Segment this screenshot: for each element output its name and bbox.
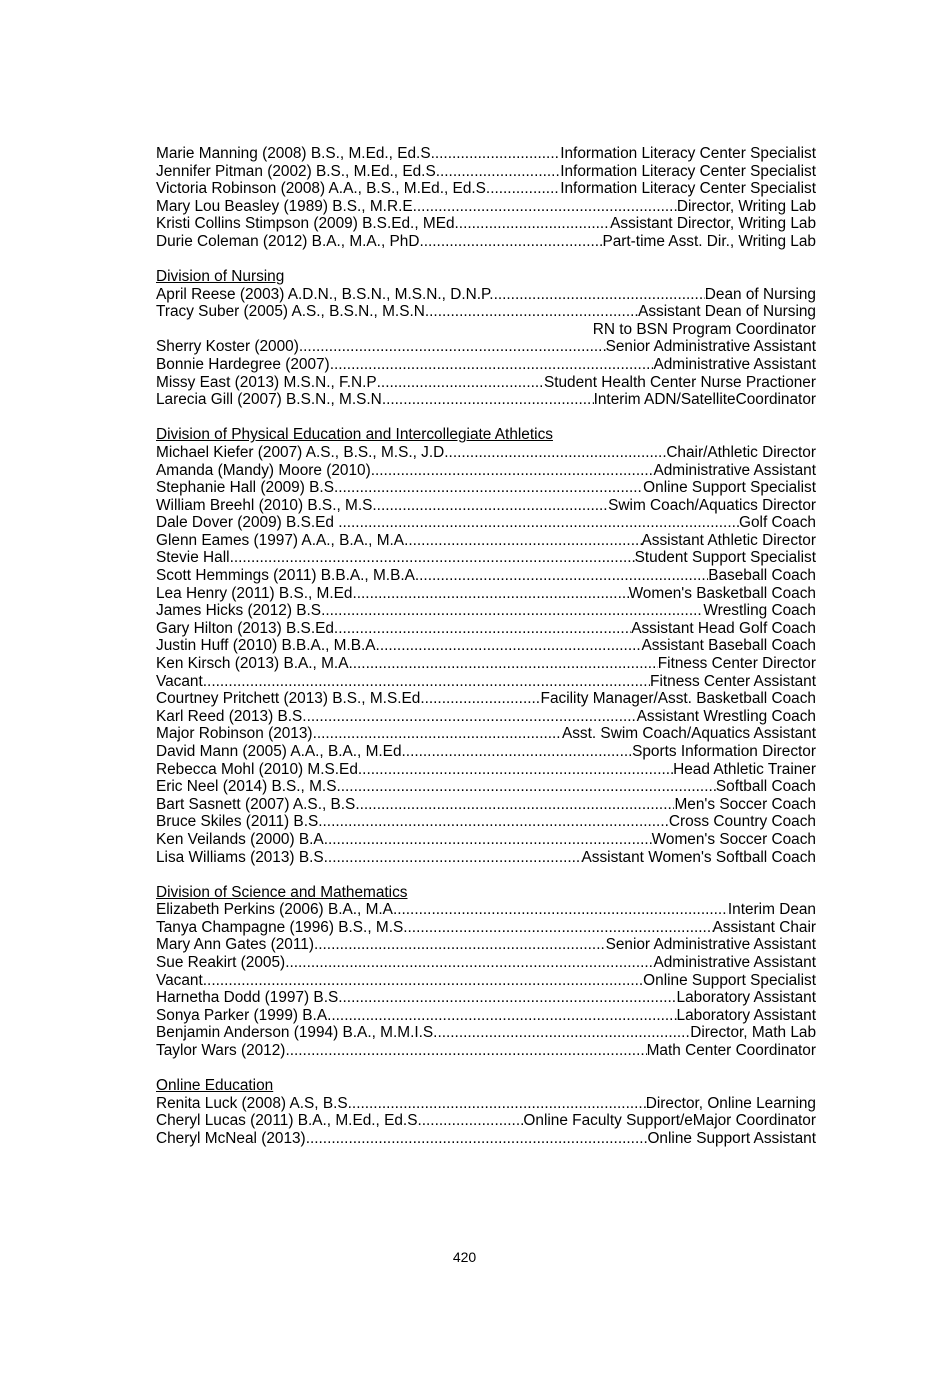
entry-title: Sports Information Director <box>632 743 816 760</box>
dot-leader <box>417 198 677 216</box>
directory-entry <box>156 215 816 233</box>
directory-section <box>156 145 816 251</box>
dot-leader <box>408 919 713 937</box>
entry-title: Administrative Assistant <box>653 954 816 972</box>
entry-title: Senior Administrative Assistant <box>605 936 816 954</box>
entry-title: Assistant Wrestling Coach <box>636 707 816 725</box>
dot-leader <box>203 673 650 691</box>
directory-entry <box>156 673 816 691</box>
entry-name: Mary Ann Gates (2011) <box>156 936 314 954</box>
entry-title: Laboratory Assistant <box>676 989 816 1007</box>
dot-leader <box>419 567 708 585</box>
directory-entry <box>156 1024 816 1042</box>
dot-leader <box>440 163 560 181</box>
entry-name: Ken Veilands (2000) B.A. <box>156 830 328 848</box>
dot-leader <box>313 725 562 743</box>
entry-title: Director, Math Lab <box>690 1024 816 1042</box>
entry-name: Benjamin Anderson (1994) B.A., M.M.I.S. <box>156 1024 438 1042</box>
entry-name: Sue Reakirt (2005) <box>156 954 286 972</box>
dot-leader <box>323 813 669 831</box>
dot-leader <box>360 796 675 814</box>
dot-leader <box>380 637 642 655</box>
entry-title: Information Literacy Center Specialist <box>560 162 816 180</box>
entry-name: Renita Luck (2008) A.S, B.S. <box>156 1094 352 1112</box>
entry-title: Assistant Athletic Director <box>641 531 816 549</box>
entry-title: Golf Coach <box>739 514 816 532</box>
dot-leader <box>352 1095 646 1113</box>
entry-title: Chair/Athletic Director <box>666 443 816 461</box>
directory-entry <box>156 954 816 972</box>
directory-entry <box>156 761 816 779</box>
entry-name: Eric Neel (2014) B.S., M.S. <box>156 778 341 796</box>
dot-leader <box>307 708 637 726</box>
directory-entry <box>156 655 816 673</box>
entry-title: Part-time Asst. Dir., Writing Lab <box>602 232 816 250</box>
entry-name: Taylor Wars (2012) <box>156 1042 286 1059</box>
dot-leader <box>338 479 643 497</box>
entry-title: Director, Online Learning <box>645 1094 816 1112</box>
entry-name: Lisa Williams (2013) B.S. <box>156 848 328 866</box>
entry-name: Sonya Parker (1999) B.A. <box>156 1006 332 1024</box>
directory-entry <box>156 1112 816 1130</box>
directory-entry <box>156 972 816 990</box>
entry-name: Tracy Suber (2005) A.S., B.S.N., M.S.N. <box>156 303 430 321</box>
directory-entry <box>156 831 816 849</box>
entry-title: Math Center Coordinator <box>646 1042 816 1059</box>
directory-entry <box>156 338 816 356</box>
entry-title: Online Support Assistant <box>647 1129 816 1147</box>
entry-title: Facility Manager/Asst. Basketball Coach <box>540 690 816 708</box>
directory-entry <box>156 1095 816 1113</box>
directory-entry <box>156 620 816 638</box>
entry-name: Larecia Gill (2007) B.S.N., M.S.N <box>156 391 382 409</box>
entry-title: Cross Country Coach <box>668 813 816 831</box>
dot-leader <box>410 743 632 761</box>
entry-name: Jennifer Pitman (2002) B.S., M.Ed., Ed.S. <box>156 162 440 180</box>
directory-entry <box>156 585 816 603</box>
entry-title: Information Literacy Center Specialist <box>560 180 816 198</box>
directory-entry <box>156 813 816 831</box>
directory-entry <box>156 567 816 585</box>
entry-title: Online Faculty Support/eMajor Coordinator <box>523 1112 816 1130</box>
entry-name: Major Robinson (2013) <box>156 725 313 743</box>
dot-leader <box>352 585 628 603</box>
directory-entry <box>156 936 816 954</box>
directory-entry <box>156 514 816 532</box>
entry-name: Cheryl McNeal (2013) <box>156 1129 306 1147</box>
dot-leader <box>494 286 705 304</box>
dot-leader <box>419 233 602 251</box>
dot-leader <box>306 1130 648 1148</box>
entry-name: Rebecca Mohl (2010) M.S.Ed <box>156 760 358 778</box>
directory-entry <box>156 180 816 198</box>
directory-entry <box>156 602 816 620</box>
entry-title: Assistant Head Golf Coach <box>631 619 816 637</box>
dot-leader <box>314 936 606 954</box>
entry-name: Harnetha Dodd (1997) B.S. <box>156 989 343 1007</box>
entry-name: Victoria Robinson (2008) A.A., B.S., M.Ed., Ed.S. <box>156 180 491 198</box>
entry-title: Wrestling Coach <box>703 602 816 620</box>
entry-name: Dale Dover (2009) B.S.Ed . <box>156 514 343 532</box>
entry-name: Lea Henry (2011) B.S., M.Ed <box>156 584 353 602</box>
entry-name: Kristi Collins Stimpson (2009) B.S.Ed., MEd <box>156 215 455 233</box>
dot-leader <box>342 514 739 532</box>
dot-leader <box>377 497 608 515</box>
entry-title: Laboratory Assistant <box>676 1006 816 1024</box>
directory-section <box>156 268 816 409</box>
directory-entry <box>156 989 816 1007</box>
dot-leader <box>377 374 544 392</box>
dot-leader <box>328 831 652 849</box>
dot-leader <box>490 180 560 198</box>
directory-entry <box>156 637 816 655</box>
entry-name: Tanya Champagne (1996) B.S., M.S. <box>156 918 408 936</box>
directory-entry <box>156 462 816 480</box>
entry-name: Amanda (Mandy) Moore (2010) <box>156 461 371 479</box>
entry-title: Online Support Specialist <box>643 971 816 989</box>
entry-name: Sherry Koster (2000). <box>156 338 304 356</box>
entry-name: Scott Hemmings (2011) B.B.A., M.B.A. <box>156 567 420 585</box>
entry-name: Mary Lou Beasley (1989) B.S., M.R.E. <box>156 197 417 215</box>
dot-leader <box>435 145 560 163</box>
directory-entry <box>156 901 816 919</box>
entry-name: David Mann (2005) A.A., B.A., M.Ed.. <box>156 743 411 760</box>
staff-directory <box>156 145 816 1165</box>
directory-section <box>156 1077 816 1147</box>
entry-name: William Breehl (2010) B.S., M.S. <box>156 496 377 514</box>
dot-leader <box>338 620 631 638</box>
entry-title: Swim Coach/Aquatics Director <box>608 496 816 514</box>
section-heading: Division of Nursing <box>156 268 285 286</box>
directory-entry <box>156 444 816 462</box>
entry-title: RN to BSN Program Coordinator <box>592 320 816 338</box>
entry-name: Bruce Skiles (2011) B.S. <box>156 813 323 831</box>
directory-entry <box>156 708 816 726</box>
entry-title: Interim ADN/SatelliteCoordinator <box>593 391 816 409</box>
dot-leader <box>425 690 541 708</box>
entry-title: Interim Dean <box>727 901 816 919</box>
directory-entry <box>156 690 816 708</box>
dot-leader <box>328 849 582 867</box>
entry-name: Durie Coleman (2012) B.A., M.A., PhD <box>156 232 420 250</box>
section-heading: Online Education <box>156 1077 274 1095</box>
entry-title: Softball Coach <box>715 778 816 796</box>
entry-title: Men's Soccer Coach <box>674 795 816 813</box>
directory-entry <box>156 198 816 216</box>
entry-title: Baseball Coach <box>708 567 816 585</box>
directory-entry <box>156 919 816 937</box>
section-heading: Division of Science and Mathematics <box>156 883 408 901</box>
entry-name: Ken Kirsch (2013) B.A., M.A <box>156 655 349 673</box>
dot-leader <box>230 549 635 567</box>
dot-leader <box>285 1042 646 1060</box>
entry-name: Bonnie Hardegree (2007) <box>156 356 330 374</box>
entry-name: Courtney Pritchett (2013) B.S., M.S.Ed. <box>156 690 425 708</box>
entry-title: Assistant Baseball Coach <box>641 637 816 655</box>
entry-title: Dean of Nursing <box>704 285 816 303</box>
dot-leader <box>408 532 641 550</box>
directory-entry <box>156 796 816 814</box>
directory-entry <box>156 1007 816 1025</box>
entry-name: James Hicks (2012) B.S. <box>156 602 326 620</box>
entry-title: Student Health Center Nurse Practioner <box>543 373 816 391</box>
entry-title: Administrative Assistant <box>653 356 816 374</box>
directory-section <box>156 884 816 1060</box>
entry-title: Administrative Assistant <box>653 461 816 479</box>
directory-entry <box>156 321 816 339</box>
entry-name: April Reese (2003) A.D.N., B.S.N., M.S.N., D.N.P. <box>156 285 494 303</box>
entry-name: Marie Manning (2008) B.S., M.Ed., Ed.S. <box>156 145 435 162</box>
entry-title: Information Literacy Center Specialist <box>560 145 816 162</box>
directory-entry <box>156 1130 816 1148</box>
dot-leader <box>358 761 673 779</box>
dot-leader <box>429 303 638 321</box>
entry-name: Stevie Hall <box>156 549 230 567</box>
dot-leader <box>343 989 677 1007</box>
entry-title: Student Support Specialist <box>634 549 816 567</box>
entry-title: Fitness Center Director <box>657 655 816 673</box>
entry-title: Senior Administrative Assistant <box>605 338 816 356</box>
directory-entry <box>156 391 816 409</box>
entry-name: Glenn Eames (1997) A.A., B.A., M.A. <box>156 531 409 549</box>
directory-entry <box>156 163 816 181</box>
entry-name: Michael Kiefer (2007) A.S., B.S., M.S., J.D.. <box>156 443 453 461</box>
directory-entry <box>156 497 816 515</box>
dot-leader <box>285 954 653 972</box>
entry-title: Fitness Center Assistant <box>650 672 816 690</box>
dot-leader <box>348 655 657 673</box>
directory-entry <box>156 532 816 550</box>
entry-title: Women's Basketball Coach <box>628 584 816 602</box>
dot-leader <box>437 1024 690 1042</box>
directory-entry <box>156 233 816 251</box>
entry-name: Stephanie Hall (2009) B.S. <box>156 479 339 497</box>
dot-leader <box>303 338 605 356</box>
entry-title: Director, Writing Lab <box>676 197 816 215</box>
dot-leader <box>203 972 643 990</box>
entry-title: Assistant Chair <box>712 918 816 936</box>
dot-leader <box>382 391 594 409</box>
entry-title: Assistant Women's Softball Coach <box>581 848 816 866</box>
directory-entry <box>156 286 816 304</box>
entry-name: Elizabeth Perkins (2006) B.A., M.A. <box>156 901 398 919</box>
entry-name: Justin Huff (2010) B.B.A., M.B.A. <box>156 637 380 655</box>
directory-entry <box>156 1042 816 1060</box>
directory-entry <box>156 549 816 567</box>
directory-entry <box>156 725 816 743</box>
entry-name: Vacant <box>156 971 203 989</box>
page-number: 420 <box>452 1249 477 1265</box>
entry-name: Bart Sasnett (2007) A.S., B.S. <box>156 795 360 813</box>
entry-title: Asst. Swim Coach/Aquatics Assistant <box>561 725 816 743</box>
directory-section <box>156 426 816 866</box>
dot-leader <box>341 778 716 796</box>
directory-entry <box>156 145 816 163</box>
dot-leader <box>455 215 611 233</box>
entry-name: Vacant <box>156 672 203 690</box>
entry-name: Karl Reed (2013) B.S. <box>156 707 307 725</box>
entry-title: Assistant Dean of Nursing <box>638 303 816 321</box>
entry-name: Gary Hilton (2013) B.S.Ed. <box>156 619 339 637</box>
entry-title: Women's Soccer Coach <box>651 830 816 848</box>
entry-name: Missy East (2013) M.S.N., F.N.P <box>156 373 377 391</box>
directory-entry <box>156 778 816 796</box>
entry-title: Head Athletic Trainer <box>673 760 816 778</box>
directory-entry <box>156 479 816 497</box>
directory-entry <box>156 374 816 392</box>
entry-name: Cheryl Lucas (2011) B.A., M.Ed., Ed.S. <box>156 1112 422 1130</box>
dot-leader <box>371 462 654 480</box>
dot-leader <box>422 1112 524 1130</box>
dot-leader <box>325 602 703 620</box>
dot-leader <box>330 356 654 374</box>
section-heading: Division of Physical Education and Intercollegiate Athletics <box>156 426 553 444</box>
dot-leader <box>453 444 667 462</box>
directory-entry <box>156 743 816 761</box>
directory-entry <box>156 303 816 321</box>
dot-leader <box>331 1007 676 1025</box>
dot-leader <box>397 901 728 919</box>
entry-title: Online Support Specialist <box>643 479 816 497</box>
directory-entry <box>156 356 816 374</box>
entry-title: Assistant Director, Writing Lab <box>610 215 816 233</box>
directory-entry <box>156 849 816 867</box>
